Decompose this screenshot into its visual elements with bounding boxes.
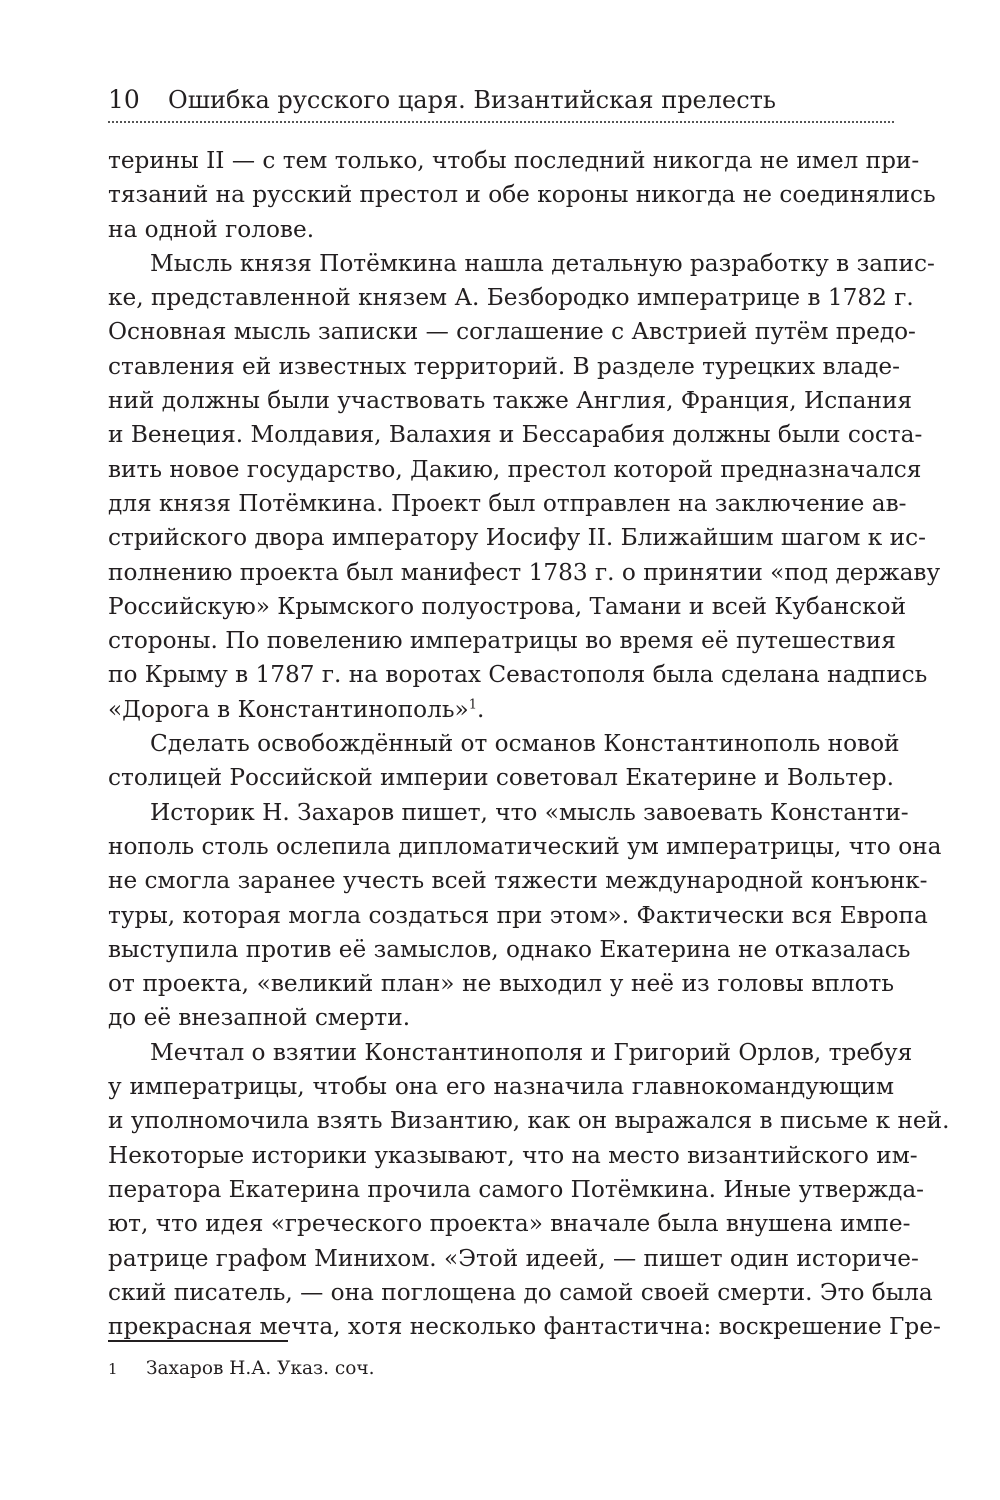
text-line: по Крыму в 1787 г. на воротах Севастополя была сделана надпись bbox=[108, 661, 928, 689]
text-line: Мечтал о взятии Константинополя и Григорий Орлов, требуя bbox=[150, 1038, 913, 1066]
footnote-text: Захаров Н.А. Указ. соч. bbox=[146, 1358, 375, 1379]
text-line: ратрице графом Минихом. «Этой идеей, — пишет один историче- bbox=[108, 1244, 919, 1272]
text-line: прекрасная мечта, хотя несколько фантастична: воскрешение Гре- bbox=[108, 1313, 941, 1341]
text-line: ский писатель, — она поглощена до самой своей смерти. Это была bbox=[108, 1278, 933, 1306]
footnote-reference[interactable]: 1 bbox=[468, 697, 477, 713]
text-line: Историк Н. Захаров пишет, что «мысль завоевать Константи- bbox=[150, 798, 909, 826]
text-line: стрийского двора императору Иосифу II. Ближайшим шагом к ис- bbox=[108, 524, 926, 552]
footnote-number: 1 bbox=[108, 1360, 118, 1378]
text-line-with-footnote bbox=[108, 693, 894, 727]
line-text: «Дорога в Константинополь» bbox=[108, 695, 469, 723]
text-line: выступила против её замыслов, однако Екатерина не отказалась bbox=[108, 935, 911, 963]
text-line: стороны. По повелению императрицы во время её путешествия bbox=[108, 627, 896, 655]
text-line: ний должны были участвовать также Англия, Франция, Испания bbox=[108, 387, 913, 415]
text-line: Мысль князя Потёмкина нашла детальную разработку в запис- bbox=[150, 249, 935, 277]
running-title: Ошибка русского царя. Византийская прелесть bbox=[168, 86, 776, 114]
page-header bbox=[108, 82, 894, 118]
text-line: ют, что идея «греческого проекта» вначале была внушена импе- bbox=[108, 1210, 911, 1238]
text-line: туры, которая могла создаться при этом». Фактически вся Европа bbox=[108, 901, 928, 929]
text-line: на одной голове. bbox=[108, 215, 315, 243]
text-line: для князя Потёмкина. Проект был отправлен на заключение ав- bbox=[108, 489, 907, 517]
text-line: не смогла заранее учесть всей тяжести международной конъюнк- bbox=[108, 867, 928, 895]
text-line: ператора Екатерина прочила самого Потёмкина. Иные утвержда- bbox=[108, 1175, 924, 1203]
text-line: ке, представленной князем А. Безбородко императрице в 1782 г. bbox=[108, 284, 914, 312]
text-line: Некоторые историки указывают, что на место византийского им- bbox=[108, 1141, 918, 1169]
text-line: и уполномочила взять Византию, как он выражался в письме к ней. bbox=[108, 1107, 950, 1135]
text-line: до её внезапной смерти. bbox=[108, 1004, 411, 1032]
footnote-rule bbox=[108, 1340, 288, 1342]
text-line: и Венеция. Молдавия, Валахия и Бессарабия должны были соста- bbox=[108, 421, 923, 449]
text-line: Основная мысль записки — соглашение с Австрией путём предо- bbox=[108, 318, 916, 346]
text-line: вить новое государство, Дакию, престол которой предназначался bbox=[108, 455, 922, 483]
text-line: нополь столь ослепила дипломатический ум императрицы, что она bbox=[108, 832, 942, 860]
text-line: Российскую» Крымского полуострова, Тамани и всей Кубанской bbox=[108, 592, 907, 620]
text-line: столицей Российской империи советовал Екатерине и Вольтер. bbox=[108, 764, 894, 792]
page-number: 10 bbox=[108, 85, 140, 114]
text-line: ставления ей известных территорий. В разделе турецких владе- bbox=[108, 352, 900, 380]
text-line: полнению проекта был манифест 1783 г. о принятии «под державу bbox=[108, 558, 941, 586]
text-line: терины II — с тем только, чтобы последний никогда не имел при- bbox=[108, 147, 920, 174]
footnote bbox=[108, 1355, 894, 1383]
text-line: у императрицы, чтобы она его назначила главнокомандующим bbox=[108, 1073, 894, 1101]
line-end-punctuation: . bbox=[476, 695, 485, 723]
text-line: Сделать освобождённый от османов Константинополь новой bbox=[150, 730, 900, 758]
text-line: от проекта, «великий план» не выходил у неё из головы вплоть bbox=[108, 970, 894, 998]
body-text bbox=[108, 144, 950, 1344]
text-line: тязаний на русский престол и обе короны никогда не соединялись bbox=[108, 181, 936, 209]
header-dotted-rule bbox=[108, 121, 894, 123]
